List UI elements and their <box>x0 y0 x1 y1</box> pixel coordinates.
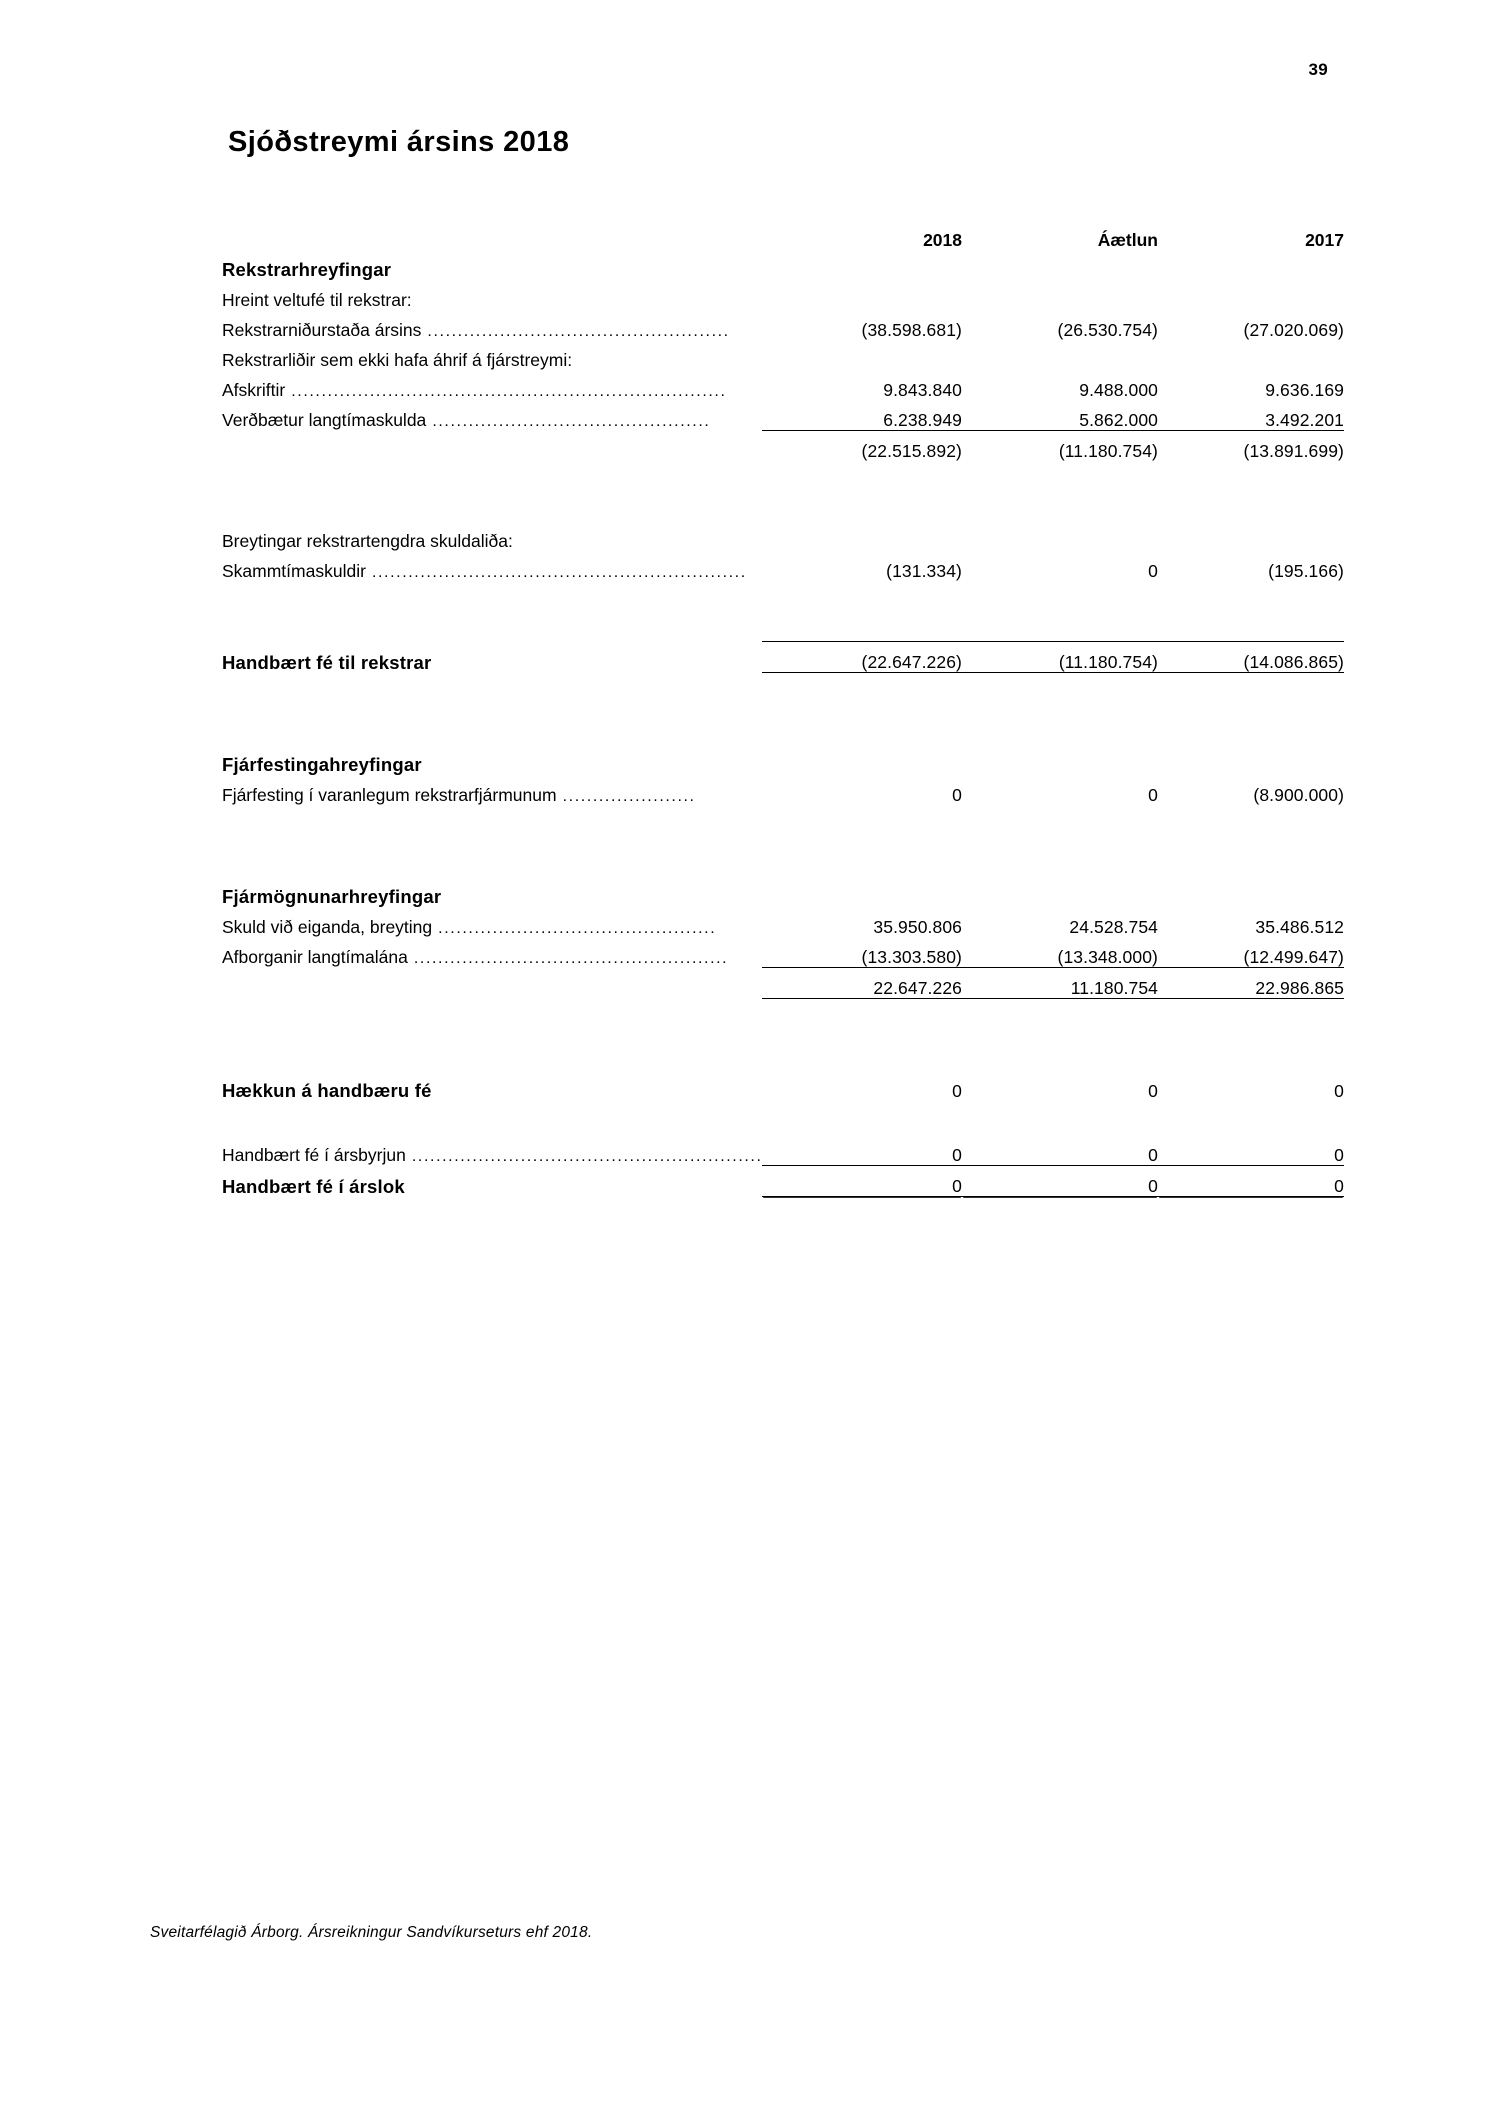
row-value-aaetlun: 0 <box>1148 561 1158 581</box>
table-row <box>222 310 1344 340</box>
row-value-2018: 0 <box>762 1165 962 1196</box>
row-label: Rekstrarliðir sem ekki hafa áhrif á fjárstreymi: <box>222 350 573 370</box>
row-value-aaetlun: (11.180.754) <box>962 641 1158 672</box>
cashflow-table <box>222 232 1344 1197</box>
row-label: Skammtímaskuldir <box>222 560 366 581</box>
row-value-aaetlun <box>962 250 1158 280</box>
row-value-aaetlun: 24.528.754 <box>1069 917 1158 937</box>
row-label: Verðbætur langtímaskulda <box>222 410 427 430</box>
spacer <box>222 672 1344 745</box>
spacer <box>222 998 1344 1071</box>
row-value-aaetlun: 0 <box>962 1135 1158 1166</box>
table-row-grandtotal <box>222 1165 1344 1196</box>
row-value-2017: (13.891.699) <box>1243 441 1344 461</box>
row-value-2017 <box>1158 745 1344 775</box>
row-value-2018: 22.647.226 <box>762 967 962 998</box>
table-row <box>222 521 1344 551</box>
row-value-aaetlun <box>962 340 1158 370</box>
column-header-blank <box>222 232 762 250</box>
row-value-2018 <box>762 340 962 370</box>
row-value-2018: 0 <box>762 1135 962 1166</box>
row-value-2018: (13.303.580) <box>762 937 962 968</box>
row-value-2017: 35.486.512 <box>1255 917 1344 937</box>
row-value-2017: (195.166) <box>1268 561 1344 581</box>
row-label: Handbært fé í ársbyrjun <box>222 1145 406 1165</box>
row-value-aaetlun <box>962 521 1158 551</box>
table-row-total <box>222 641 1344 672</box>
row-value-aaetlun: (11.180.754) <box>1058 441 1158 461</box>
row-value-2017: (27.020.069) <box>1243 320 1344 340</box>
row-label: Afskriftir <box>222 379 286 400</box>
table-row <box>222 250 1344 280</box>
table-row-total <box>222 1071 1344 1101</box>
row-value-2018: (38.598.681) <box>861 320 962 340</box>
row-value-aaetlun: 5.862.000 <box>962 400 1158 431</box>
row-value-aaetlun: 9.488.000 <box>1079 380 1158 400</box>
row-value-2018: 0 <box>952 1081 962 1101</box>
row-value-aaetlun: 0 <box>1148 1081 1158 1101</box>
row-value-2018 <box>762 877 962 907</box>
row-value-2017: (12.499.647) <box>1158 937 1344 968</box>
row-label: Fjárfestingahreyfingar <box>222 754 422 775</box>
row-label: Afborganir langtímalána <box>222 947 408 967</box>
row-value-2018: 9.843.840 <box>883 380 962 400</box>
table-row <box>222 877 1344 907</box>
table-row <box>222 340 1344 370</box>
table-row-subtotal <box>222 967 1344 998</box>
table-row-subtotal <box>222 430 1344 461</box>
row-label-leader <box>222 370 762 400</box>
leader-dots: ...................... <box>556 787 696 805</box>
spacer <box>222 461 1344 521</box>
row-label: Handbært fé í árslok <box>222 1175 405 1197</box>
row-label: Fjármögnunarhreyfingar <box>222 886 442 907</box>
column-header-2017: 2017 <box>1305 230 1344 250</box>
row-label: Hækkun á handbæru fé <box>222 1080 432 1101</box>
row-value-2017: (8.900.000) <box>1253 785 1344 805</box>
leader-dots: .................................................... <box>407 950 729 967</box>
row-value-2017: 3.492.201 <box>1158 400 1344 431</box>
row-value-2017: 9.636.169 <box>1265 380 1344 400</box>
row-label-leader <box>222 1135 762 1166</box>
row-value-2018 <box>762 280 962 310</box>
footer-note: Sveitarfélagið Árborg. Ársreikningur Sandvíkurseturs ehf 2018. <box>150 1924 593 1941</box>
table-row <box>222 745 1344 775</box>
leader-dots: .................................................. <box>421 322 730 340</box>
leader-dots: ........................................................................ <box>285 382 727 400</box>
row-value-2017: 22.986.865 <box>1158 967 1344 998</box>
row-value-2017 <box>1158 280 1344 310</box>
column-header-aaetlun: Áætlun <box>1097 230 1158 250</box>
row-label-leader <box>222 551 762 581</box>
table-row <box>222 775 1344 805</box>
row-value-2018: (22.515.892) <box>861 441 962 461</box>
row-value-2017 <box>1158 250 1344 280</box>
spacer <box>222 581 1344 642</box>
row-value-2018 <box>762 745 962 775</box>
row-label: Breytingar rekstrartengdra skuldaliða: <box>222 531 513 551</box>
row-value-2018 <box>762 250 962 280</box>
column-header-2018: 2018 <box>923 230 962 250</box>
row-label: Fjárfesting í varanlegum rekstrarfjármunum <box>222 784 557 805</box>
row-label: Rekstrarhreyfingar <box>222 259 392 280</box>
table-row <box>222 551 1344 581</box>
leader-dots: .............................................................. <box>365 563 747 581</box>
row-value-2018: 6.238.949 <box>762 400 962 431</box>
table-row <box>222 400 1344 431</box>
table-row <box>222 907 1344 937</box>
row-value-aaetlun: (26.530.754) <box>1057 320 1158 340</box>
row-value-aaetlun: (13.348.000) <box>962 937 1158 968</box>
row-value-2017 <box>1158 340 1344 370</box>
row-label-leader <box>222 907 762 937</box>
row-value-aaetlun: 11.180.754 <box>962 967 1158 998</box>
row-value-2018: 0 <box>952 785 962 805</box>
row-label-leader <box>222 310 762 340</box>
row-value-aaetlun: 0 <box>962 1165 1158 1196</box>
cashflow-statement <box>222 232 1344 1197</box>
row-label <box>222 430 762 461</box>
row-value-2018: (131.334) <box>886 561 962 581</box>
row-value-aaetlun <box>962 877 1158 907</box>
page-title: Sjóðstreymi ársins 2018 <box>228 126 570 158</box>
leader-dots: .............................................. <box>426 413 711 430</box>
row-label: Handbært fé til rekstrar <box>222 651 432 673</box>
row-value-2017: (14.086.865) <box>1158 641 1344 672</box>
row-value-aaetlun <box>962 280 1158 310</box>
row-label <box>222 967 762 998</box>
row-label-leader <box>222 775 762 805</box>
leader-dots: .............................................. <box>432 919 717 937</box>
row-label-leader <box>222 937 762 968</box>
table-row <box>222 280 1344 310</box>
spacer <box>222 1101 1344 1135</box>
spacer <box>222 805 1344 877</box>
table-header-row <box>222 232 1344 250</box>
row-label: Hreint veltufé til rekstrar: <box>222 290 412 310</box>
row-value-2017: 0 <box>1334 1081 1344 1101</box>
leader-dots: .......................................................... <box>405 1148 763 1165</box>
table-row <box>222 937 1344 968</box>
page-number: 39 <box>1308 60 1328 79</box>
row-value-aaetlun: 0 <box>1148 785 1158 805</box>
row-label: Skuld við eiganda, breyting <box>222 916 433 937</box>
row-value-2017: 0 <box>1158 1135 1344 1166</box>
row-value-2017: 0 <box>1158 1165 1344 1196</box>
row-value-2018 <box>762 521 962 551</box>
row-value-2017 <box>1158 521 1344 551</box>
table-row <box>222 1135 1344 1166</box>
row-label: Rekstrarniðurstaða ársins <box>222 319 422 340</box>
table-row <box>222 370 1344 400</box>
row-value-2018: (22.647.226) <box>762 641 962 672</box>
row-label-leader <box>222 400 762 431</box>
row-value-2018: 35.950.806 <box>873 917 962 937</box>
row-value-2017 <box>1158 877 1344 907</box>
row-value-aaetlun <box>962 745 1158 775</box>
